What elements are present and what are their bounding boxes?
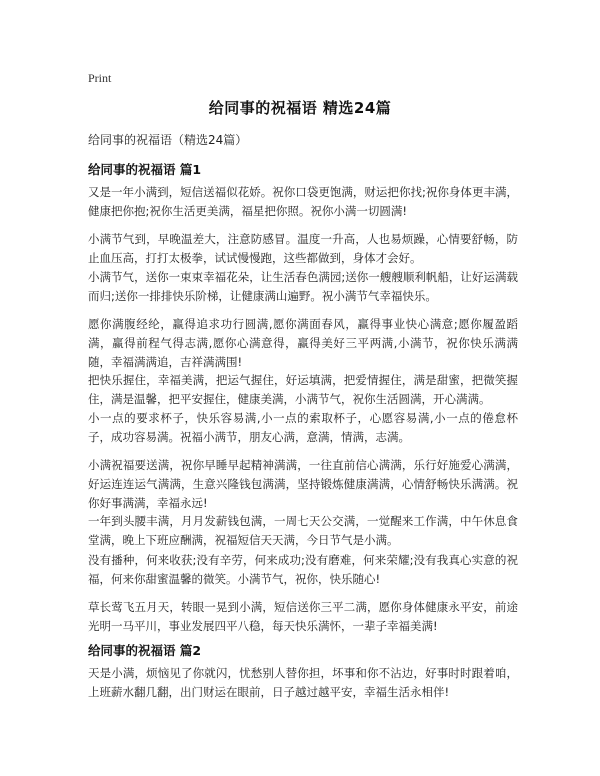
document-title: 给同事的祝福语 精选24篇 bbox=[208, 99, 392, 117]
section-heading-2: 给同事的祝福语 篇2 bbox=[88, 643, 202, 658]
paragraph: 一年到头腰丰满，月月发薪钱包满，一周七天公交满，一觉醒来工作满，中午休息食堂满，晚上下班应酬满，祝福短信天天满，今日节气是小满。 bbox=[88, 514, 518, 547]
paragraph: 小一点的要求杯子，快乐容易满,小一点的索取杯子，心愿容易满,小一点的倦怠杯子，成功容易满。祝福小满节，朋友心满，意满，情满，志满。 bbox=[88, 411, 518, 444]
paragraph: 没有播种，何来收获;没有辛劳，何来成功;没有磨难，何来荣耀;没有我真心实意的祝福，何来你甜蜜温馨的微笑。小满节气，祝你，快乐随心! bbox=[88, 553, 518, 586]
document-subtitle: 给同事的祝福语（精选24篇） bbox=[88, 133, 248, 147]
paragraph: 小满祝福要送满，祝你早睡早起精神满满，一往直前信心满满，乐行好施爱心满满，好运连连运气满满，生意兴隆钱包满满，坚持锻炼健康满满，心情舒畅快乐满满。祝你好事满满，幸福永远! bbox=[88, 458, 518, 510]
paragraph: 天是小满，烦恼见了你就闪，忧愁别人替你担，坏事和你不沾边，好事时时跟着咱，上班薪水翻几翻，出门财运在眼前，日子越过越平安，幸福生活永相伴! bbox=[88, 666, 518, 699]
paragraph: 草长莺飞五月天，转眼一晃到小满，短信送你三平二满，愿你身体健康永平安，前途光明一马平川，事业发展四平八稳，每天快乐满怀，一辈子幸福美满! bbox=[88, 600, 518, 633]
section-heading-1: 给同事的祝福语 篇1 bbox=[88, 162, 202, 177]
print-label[interactable]: Print bbox=[88, 71, 112, 85]
paragraph: 把快乐握住，幸福美满，把运气握住，好运填满，把爱情握住，满是甜蜜，把微笑握住，满是温馨，把平安握住，健康美满，小满节气，祝你生活圆满，开心满满。 bbox=[88, 373, 518, 406]
paragraph: 又是一年小满到，短信送福似花娇。祝你口袋更饱满，财运把你找;祝你身体更丰满，健康把你抱;祝你生活更美满，福星把你照。祝你小满一切圆满! bbox=[88, 185, 518, 218]
paragraph: 小满节气，送你一束束幸福花朵，让生活春色满园;送你一艘艘顺利帆船，让好运满载而归;送你一排排快乐阶梯，让健康满山遍野。祝小满节气幸福快乐。 bbox=[88, 270, 518, 303]
paragraph: 愿你满腹经纶，赢得追求功行圆满,愿你满面春风，赢得事业快心满意;愿你履盈蹈满，赢得前程气得志满,愿你心满意得，赢得美好三平两满,小满节，祝你快乐满满随，幸福满满追，吉祥满满围! bbox=[88, 317, 518, 369]
paragraph: 小满节气到，早晚温差大，注意防感冒。温度一升高，人也易烦躁，心情要舒畅，防止血压高，打打太极拳，试试慢慢跑，这些都做到，身体才会好。 bbox=[88, 232, 518, 265]
